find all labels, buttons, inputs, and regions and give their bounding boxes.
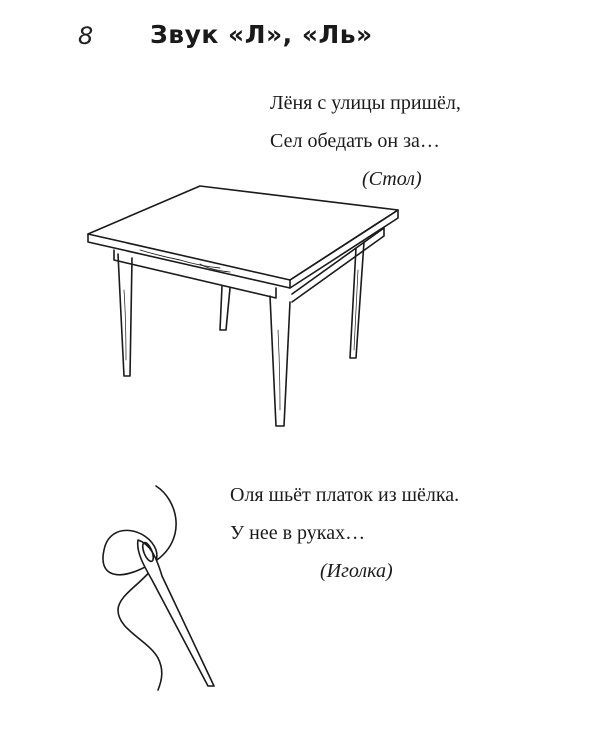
riddle-line: Сел обедать он за… bbox=[270, 130, 440, 152]
riddle-answer: (Стол) bbox=[362, 168, 422, 190]
page-title: Звук «Л», «Ль» bbox=[150, 20, 373, 49]
table-icon bbox=[80, 180, 420, 440]
page-number: 8 bbox=[78, 22, 94, 50]
riddle-answer: (Иголка) bbox=[320, 560, 393, 582]
needle-icon bbox=[78, 480, 228, 700]
riddle-line: У нее в руках… bbox=[230, 522, 366, 544]
riddle-igolka bbox=[230, 476, 459, 590]
riddle-line: Оля шьёт платок из шёлка. bbox=[230, 484, 460, 506]
riddle-line: Лёня с улицы пришёл, bbox=[270, 92, 461, 114]
